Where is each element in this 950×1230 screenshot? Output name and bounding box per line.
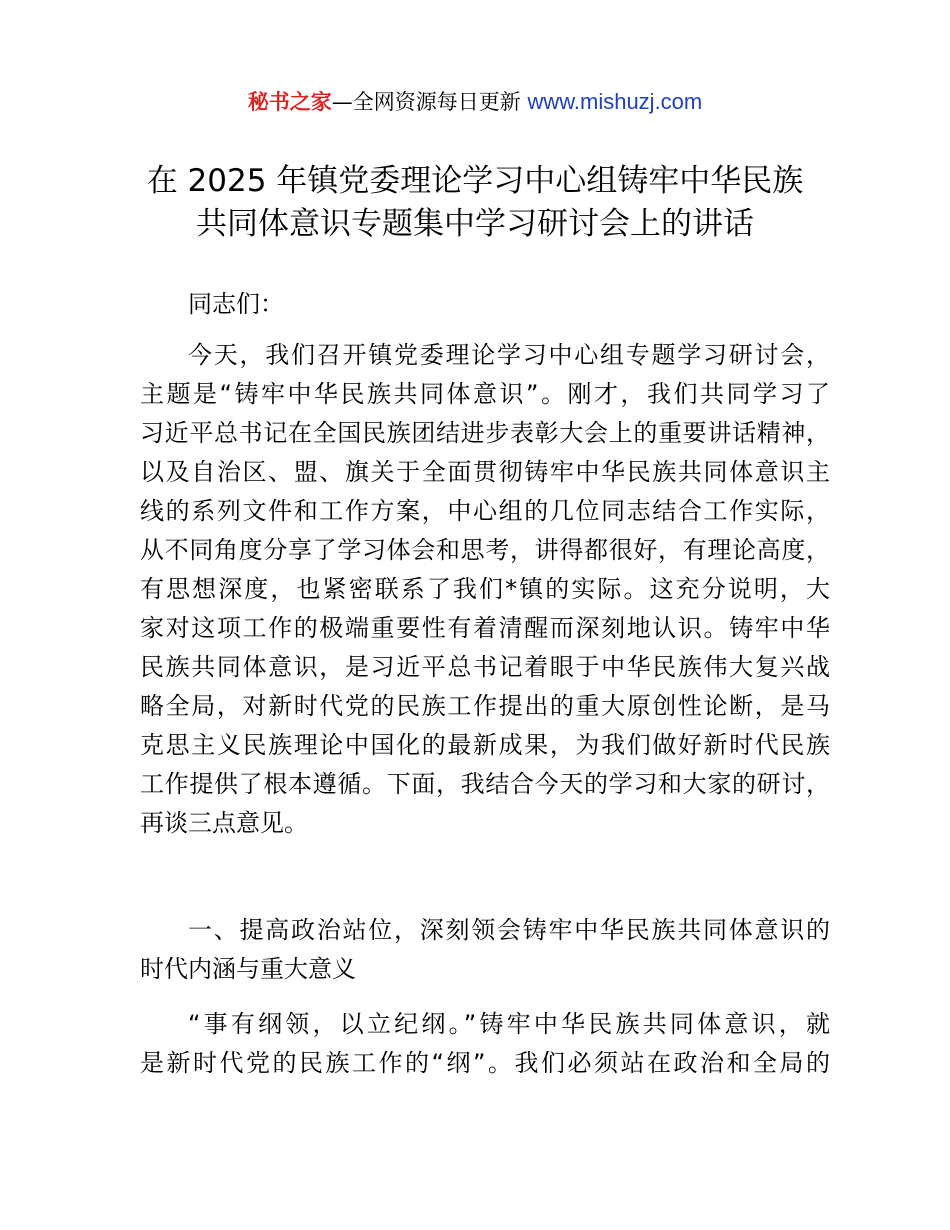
paragraph-line: 线的系列文件和工作方案，中心组的几位同志结合工作实际， xyxy=(140,497,830,525)
paragraph-line: 家对这项工作的极端重要性有着清醒而深刻地认识。铸牢中华 xyxy=(140,614,830,642)
title-line-2: 共同体意识专题集中学习研讨会上的讲话 xyxy=(196,206,754,242)
paragraph-line: 以及自治区、盟、旗关于全面贯彻铸牢中华民族共同体意识主 xyxy=(140,458,830,486)
site-url-link[interactable]: www.mishuzj.com xyxy=(527,89,703,114)
paragraph-line: 民族共同体意识，是习近平总书记着眼于中华民族伟大复兴战 xyxy=(140,653,830,681)
paragraph-line: 略全局，对新时代党的民族工作提出的重大原创性论断，是马 xyxy=(140,692,830,720)
paragraph-1 xyxy=(140,336,830,843)
paragraph-line: 克思主义民族理论中国化的最新成果，为我们做好新时代民族 xyxy=(140,731,830,759)
brand-name: 秘书之家 xyxy=(247,90,332,114)
header-tagline: —全网资源每日更新 xyxy=(331,90,521,114)
paragraph-line: 有思想深度，也紧密联系了我们*镇的实际。这充分说明，大 xyxy=(140,575,830,603)
paragraph-line: 今天，我们召开镇党委理论学习中心组专题学习研讨会， xyxy=(188,341,830,369)
salutation: 同志们： xyxy=(188,290,284,318)
title-line-1: 在 2025 年镇党委理论学习中心组铸牢中华民族 xyxy=(146,163,804,199)
section-1-heading xyxy=(140,911,830,989)
salutation-block xyxy=(140,285,830,324)
heading-line: 时代内涵与重大意义 xyxy=(140,955,356,983)
paragraph-line: 习近平总书记在全国民族团结进步表彰大会上的重要讲话精神， xyxy=(140,419,830,447)
paragraph-line: 从不同角度分享了学习体会和思考，讲得都很好，有理论高度， xyxy=(140,536,830,564)
paragraph-line: 再谈三点意见。 xyxy=(140,809,308,837)
paragraph-line: 是新时代党的民族工作的“纲”。我们必须站在政治和全局的 xyxy=(140,1049,830,1077)
paragraph-line: 主题是“铸牢中华民族共同体意识”。刚才，我们共同学习了 xyxy=(140,380,830,408)
paragraph-2 xyxy=(140,1005,830,1083)
paragraph-line: “事有纲领，以立纪纲。”铸牢中华民族共同体意识，就 xyxy=(188,1010,830,1038)
site-header xyxy=(0,86,950,118)
paragraph-line: 工作提供了根本遵循。下面，我结合今天的学习和大家的研讨， xyxy=(140,770,830,798)
document-title xyxy=(0,160,950,246)
heading-line: 一、提高政治站位，深刻领会铸牢中华民族共同体意识的 xyxy=(188,916,830,944)
